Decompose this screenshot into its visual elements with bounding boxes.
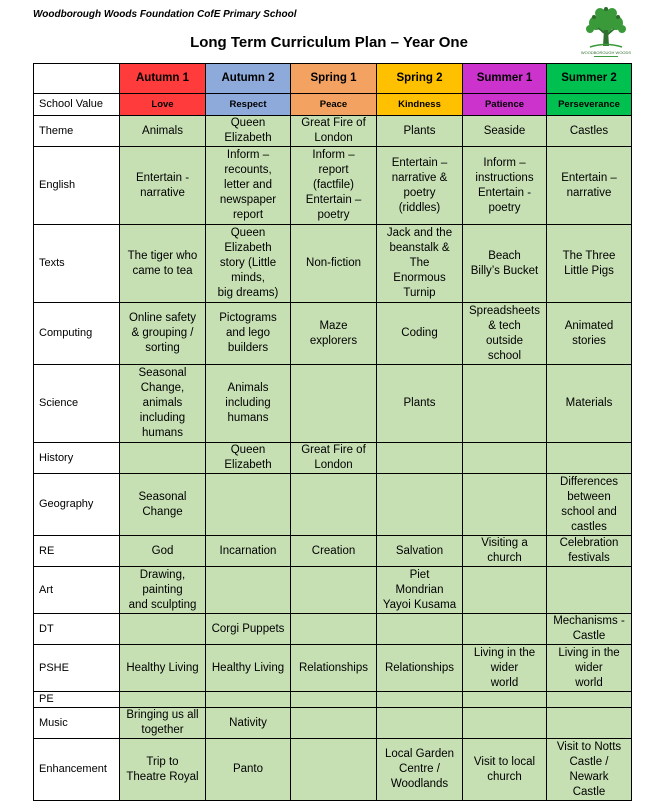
table-cell: Celebration festivals [547,536,632,567]
row-label: Science [34,365,120,443]
table-cell: Bringing us all together [120,708,206,739]
table-cell: Living in the wider world [463,645,547,692]
row-label: RE [34,536,120,567]
table-cell: Inform – recounts, letter and newspaper report [206,147,291,225]
table-cell [291,365,377,443]
table-cell [291,567,377,614]
table-row [34,692,632,708]
table-cell: Great Fire of London [291,116,377,147]
table-cell [463,567,547,614]
table-row [34,536,632,567]
table-cell [463,708,547,739]
school-tree-logo-icon [580,4,632,60]
term-header-cell: Autumn 1 [120,64,206,94]
table-cell: Trip to Theatre Royal [120,739,206,801]
table-cell: Corgi Puppets [206,614,291,645]
table-cell: Panto [206,739,291,801]
table-row [34,116,632,147]
table-cell: Local Garden Centre / Woodlands [377,739,463,801]
table-cell [463,443,547,474]
table-cell: Piet Mondrian Yayoi Kusama [377,567,463,614]
table-cell [291,614,377,645]
table-row [34,225,632,303]
row-label: PSHE [34,645,120,692]
table-cell [291,692,377,708]
table-cell [547,567,632,614]
table-cell [377,708,463,739]
table-cell: Entertain – narrative & poetry (riddles) [377,147,463,225]
table-row [34,474,632,536]
table-cell [377,474,463,536]
table-cell [206,692,291,708]
table-cell [120,443,206,474]
table-cell [206,474,291,536]
table-row [34,567,632,614]
row-label: Computing [34,303,120,365]
table-cell: Relationships [377,645,463,692]
table-cell: Pictograms and lego builders [206,303,291,365]
table-cell: Nativity [206,708,291,739]
term-header-cell: Summer 2 [547,64,632,94]
table-cell: Queen Elizabeth [206,443,291,474]
school-value-row [34,94,632,116]
table-row [34,708,632,739]
row-label: PE [34,692,120,708]
table-cell [547,708,632,739]
table-row [34,614,632,645]
table-cell: Inform – report (factfile) Entertain – poetry [291,147,377,225]
table-cell: Relationships [291,645,377,692]
table-cell [377,443,463,474]
table-row [34,303,632,365]
table-cell [291,474,377,536]
table-cell [463,614,547,645]
table-cell: Jack and the beanstalk & The Enormous Turnip [377,225,463,303]
curriculum-table [33,63,632,801]
table-cell [291,708,377,739]
table-cell: Animals [120,116,206,147]
row-label: Art [34,567,120,614]
table-cell: Inform – instructions Entertain - poetry [463,147,547,225]
table-cell: Living in the wider world [547,645,632,692]
row-label: Geography [34,474,120,536]
table-cell: Seasonal Change, animals including humans [120,365,206,443]
school-value-cell: Love [120,94,206,116]
table-cell: Drawing, painting and sculpting [120,567,206,614]
table-cell: Animated stories [547,303,632,365]
table-cell: Differences between school and castles [547,474,632,536]
school-value-cell: Peace [291,94,377,116]
table-cell: Incarnation [206,536,291,567]
table-cell: Seaside [463,116,547,147]
term-header-cell: Spring 1 [291,64,377,94]
row-label: Enhancement [34,739,120,801]
table-cell: Queen Elizabeth [206,116,291,147]
table-cell: Seasonal Change [120,474,206,536]
table-cell: Creation [291,536,377,567]
table-cell [463,365,547,443]
table-cell: Visiting a church [463,536,547,567]
term-header-cell: Summer 1 [463,64,547,94]
table-cell [120,692,206,708]
table-cell [120,614,206,645]
table-cell [377,692,463,708]
table-cell [547,692,632,708]
table-cell: Visit to local church [463,739,547,801]
document-title: Long Term Curriculum Plan – Year One [190,34,468,51]
table-cell [377,614,463,645]
table-cell: Animals including humans [206,365,291,443]
table-cell [463,692,547,708]
table-cell: Great Fire of London [291,443,377,474]
school-value-cell: Perseverance [547,94,632,116]
row-label: English [34,147,120,225]
table-cell: The Three Little Pigs [547,225,632,303]
table-cell: Salvation [377,536,463,567]
table-cell: Online safety & grouping / sorting [120,303,206,365]
table-cell: Entertain - narrative [120,147,206,225]
table-cell: Coding [377,303,463,365]
table-cell: Plants [377,116,463,147]
header-corner-cell [34,64,120,94]
row-label: Music [34,708,120,739]
table-row [34,147,632,225]
table-row [34,739,632,801]
table-cell: Materials [547,365,632,443]
table-row [34,443,632,474]
row-label: Theme [34,116,120,147]
table-cell: Spreadsheets & tech outside school [463,303,547,365]
table-cell: Mechanisms - Castle [547,614,632,645]
table-row [34,365,632,443]
table-cell: Visit to Notts Castle / Newark Castle [547,739,632,801]
row-label: School Value [34,94,120,116]
table-cell: Healthy Living [206,645,291,692]
table-cell: Maze explorers [291,303,377,365]
table-cell [206,567,291,614]
table-cell: Plants [377,365,463,443]
row-label: DT [34,614,120,645]
table-cell: Queen Elizabeth story (Little minds, big dreams) [206,225,291,303]
table-row [34,645,632,692]
school-name: Woodborough Woods Foundation CofE Primary School [33,9,297,20]
table-cell [547,443,632,474]
school-value-cell: Patience [463,94,547,116]
term-header-cell: Autumn 2 [206,64,291,94]
table-cell: Entertain – narrative [547,147,632,225]
table-cell: God [120,536,206,567]
table-cell [291,739,377,801]
table-cell [463,474,547,536]
term-header-cell: Spring 2 [377,64,463,94]
table-cell: Castles [547,116,632,147]
table-cell: Beach Billy’s Bucket [463,225,547,303]
table-cell: Non-fiction [291,225,377,303]
table-cell: The tiger who came to tea [120,225,206,303]
table-cell: Healthy Living [120,645,206,692]
logo-text: WOODBOROUGH WOODS [580,50,632,55]
school-value-cell: Kindness [377,94,463,116]
school-value-cell: Respect [206,94,291,116]
row-label: History [34,443,120,474]
row-label: Texts [34,225,120,303]
term-header-row [34,64,632,94]
